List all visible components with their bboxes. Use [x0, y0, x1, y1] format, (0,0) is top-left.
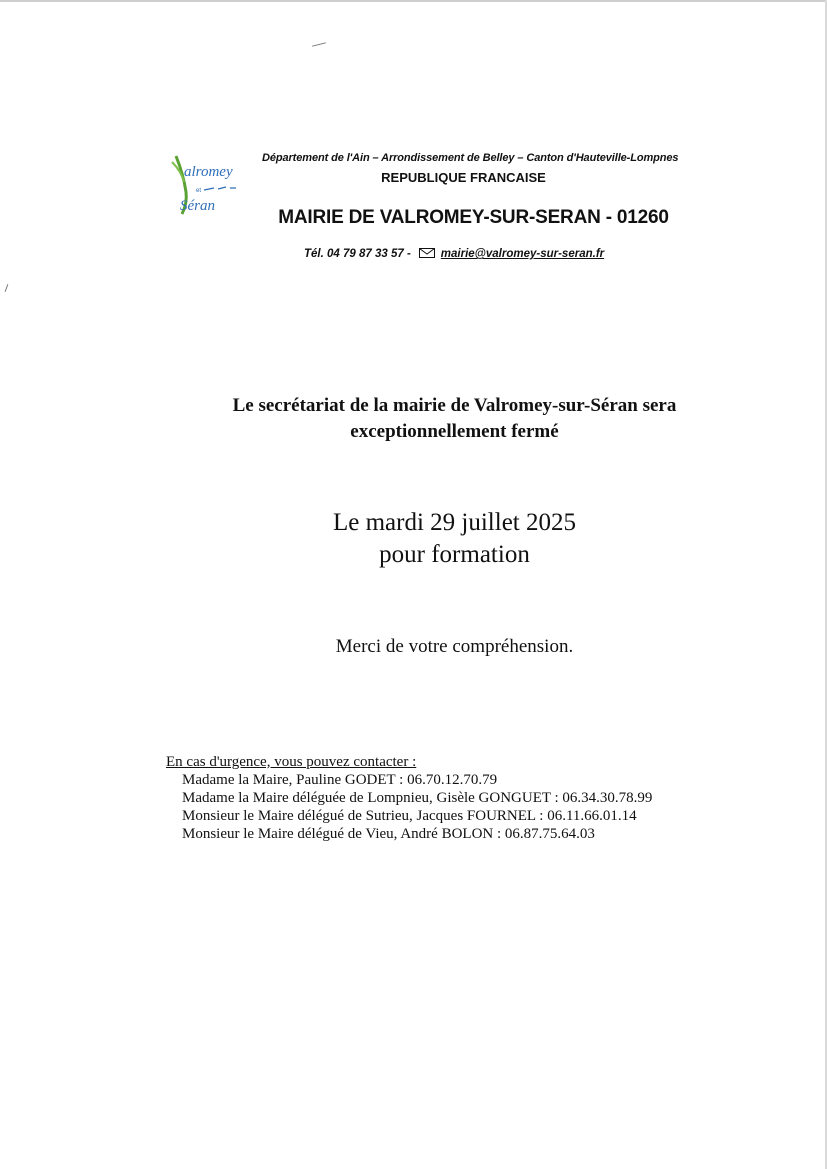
phone-number: Tél. 04 79 87 33 57 -: [304, 248, 411, 260]
contact-list: [166, 771, 652, 843]
closure-notice: [0, 393, 827, 445]
contact-item: Madame la Maire, Pauline GODET : 06.70.12.70.79: [182, 772, 498, 788]
contact-item: Monsieur le Maire délégué de Vieu, André BOLON : 06.87.75.64.03: [182, 826, 595, 842]
notice-line2: exceptionnellement fermé: [350, 421, 559, 442]
closure-date: [0, 507, 827, 571]
logo-text-line1: alromey: [184, 164, 233, 180]
contact-line: [304, 248, 604, 261]
email-link[interactable]: mairie@valromey-sur-seran.fr: [440, 248, 605, 260]
contact-item: Madame la Maire déléguée de Lompnieu, Gisèle GONGUET : 06.34.30.78.99: [182, 790, 653, 806]
republic-line: REPUBLIQUE FRANCAISE: [381, 170, 546, 185]
emergency-contacts: [166, 753, 652, 843]
thanks-message: Merci de votre compréhension.: [335, 636, 574, 657]
notice-line1: Le secrétariat de la mairie de Valromey-sur-Séran sera: [232, 395, 677, 416]
mairie-title: MAIRIE DE VALROMEY-SUR-SERAN - 01260: [278, 207, 669, 228]
department-line: Département de l'Ain – Arrondissement de Belley – Canton d'Hauteville-Lompnes: [262, 152, 679, 164]
reason-line: pour formation: [379, 541, 530, 568]
date-line: Le mardi 29 juillet 2025: [332, 509, 576, 536]
emergency-heading: En cas d'urgence, vous pouvez contacter :: [166, 754, 417, 770]
scan-speck: [5, 284, 9, 292]
envelope-icon: [419, 248, 435, 261]
scan-speck: [312, 42, 326, 46]
scan-edge-top: [0, 0, 827, 2]
logo-text-line3: Séran: [180, 198, 215, 214]
contact-item: Monsieur le Maire délégué de Sutrieu, Jacques FOURNEL : 06.11.66.01.14: [182, 808, 637, 824]
logo-text-line2: et: [196, 188, 202, 194]
